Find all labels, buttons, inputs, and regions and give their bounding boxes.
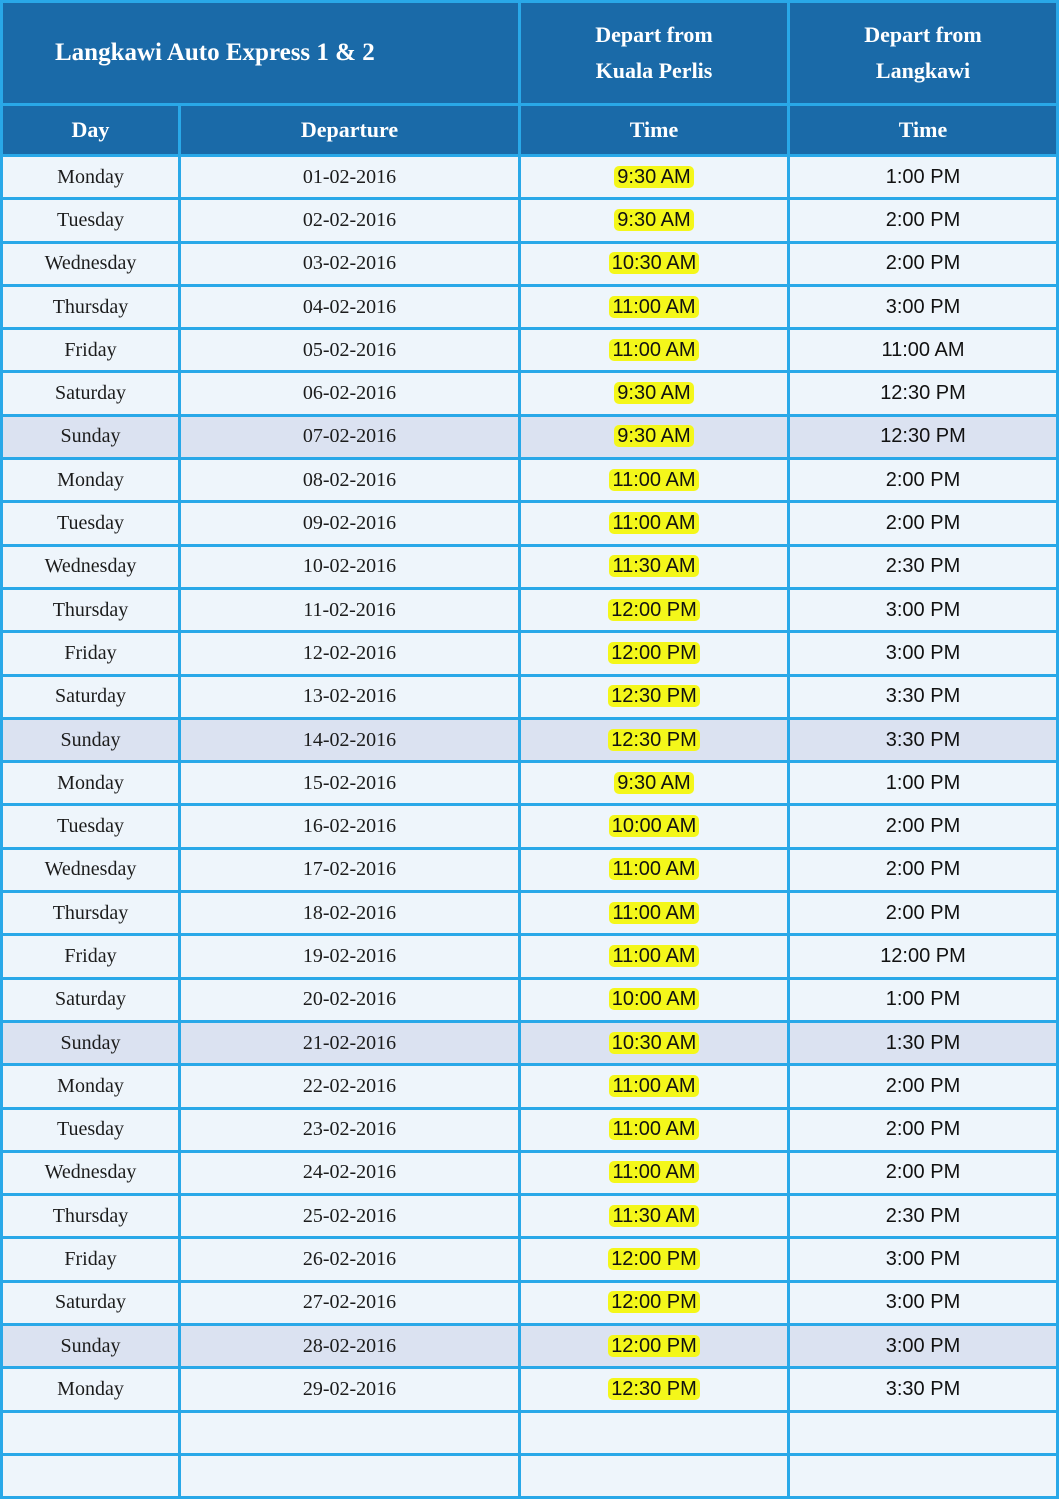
langkawi-time-cell: 1:00 PM [789, 978, 1058, 1021]
highlighted-time: 9:30 AM [614, 772, 693, 794]
kuala-perlis-time-cell [520, 459, 789, 502]
departure-date-cell: 24-02-2016 [180, 1151, 520, 1194]
kuala-perlis-time-cell [520, 199, 789, 242]
departure-date-cell: 28-02-2016 [180, 1325, 520, 1368]
langkawi-time-cell: 11:00 AM [789, 329, 1058, 372]
table-row [2, 1151, 1058, 1194]
empty-cell [180, 1454, 520, 1497]
departure-date-cell: 10-02-2016 [180, 545, 520, 588]
day-cell: Wednesday [2, 545, 180, 588]
langkawi-time-cell: 12:30 PM [789, 415, 1058, 458]
departure-date-cell: 23-02-2016 [180, 1108, 520, 1151]
kuala-perlis-time-cell [520, 1065, 789, 1108]
kuala-perlis-time-cell [520, 545, 789, 588]
kuala-perlis-time-cell [520, 502, 789, 545]
day-cell: Friday [2, 935, 180, 978]
column-header-row [2, 105, 1058, 156]
departure-date-cell: 05-02-2016 [180, 329, 520, 372]
schedule-title: Langkawi Auto Express 1 & 2 [2, 2, 520, 105]
kuala-perlis-time-cell [520, 892, 789, 935]
highlighted-time: 12:30 PM [608, 729, 700, 751]
highlighted-time: 9:30 AM [614, 382, 693, 404]
table-row [2, 935, 1058, 978]
highlighted-time: 11:30 AM [609, 1205, 698, 1227]
day-cell: Sunday [2, 718, 180, 761]
table-row [2, 199, 1058, 242]
table-row [2, 1368, 1058, 1411]
day-cell: Friday [2, 1238, 180, 1281]
table-row [2, 1195, 1058, 1238]
departure-column-header: Departure [180, 105, 520, 156]
departure-date-cell: 01-02-2016 [180, 156, 520, 199]
day-cell: Monday [2, 1065, 180, 1108]
table-row [2, 502, 1058, 545]
table-row [2, 978, 1058, 1021]
depart-lk-line-2: Langkawi [875, 58, 971, 83]
langkawi-time-cell: 3:30 PM [789, 718, 1058, 761]
depart-lk-line-1: Depart from [864, 22, 982, 47]
empty-cell [520, 1411, 789, 1454]
departure-date-cell: 21-02-2016 [180, 1021, 520, 1064]
departure-date-cell: 19-02-2016 [180, 935, 520, 978]
table-row [2, 242, 1058, 285]
kuala-perlis-time-cell [520, 329, 789, 372]
highlighted-time: 10:00 AM [609, 988, 700, 1010]
langkawi-time-cell: 2:00 PM [789, 459, 1058, 502]
kuala-perlis-time-cell [520, 935, 789, 978]
day-cell: Monday [2, 156, 180, 199]
langkawi-time-cell: 3:00 PM [789, 1281, 1058, 1324]
table-row [2, 1325, 1058, 1368]
langkawi-time-cell: 2:00 PM [789, 1151, 1058, 1194]
empty-cell [2, 1454, 180, 1497]
depart-kp-line-2: Kuala Perlis [595, 58, 713, 83]
kuala-perlis-time-cell [520, 675, 789, 718]
day-cell: Thursday [2, 892, 180, 935]
day-cell: Thursday [2, 588, 180, 631]
langkawi-time-cell: 2:00 PM [789, 1065, 1058, 1108]
langkawi-time-cell: 3:00 PM [789, 588, 1058, 631]
kuala-perlis-time-cell [520, 156, 789, 199]
table-row [2, 1281, 1058, 1324]
departure-date-cell: 04-02-2016 [180, 285, 520, 328]
empty-cell [2, 1411, 180, 1454]
highlighted-time: 12:00 PM [608, 599, 700, 621]
highlighted-time: 12:00 PM [608, 1291, 700, 1313]
depart-kuala-perlis-header [520, 2, 789, 105]
day-column-header: Day [2, 105, 180, 156]
departure-date-cell: 07-02-2016 [180, 415, 520, 458]
kuala-perlis-time-cell [520, 1021, 789, 1064]
empty-cell [789, 1411, 1058, 1454]
highlighted-time: 11:00 AM [609, 1075, 698, 1097]
day-cell: Wednesday [2, 1151, 180, 1194]
highlighted-time: 12:30 PM [608, 685, 700, 707]
day-cell: Thursday [2, 285, 180, 328]
title-row [2, 2, 1058, 105]
departure-date-cell: 02-02-2016 [180, 199, 520, 242]
empty-cell [520, 1454, 789, 1497]
langkawi-time-cell: 3:00 PM [789, 285, 1058, 328]
langkawi-time-cell: 3:00 PM [789, 632, 1058, 675]
highlighted-time: 11:00 AM [609, 902, 698, 924]
empty-row [2, 1411, 1058, 1454]
departure-date-cell: 20-02-2016 [180, 978, 520, 1021]
departure-date-cell: 03-02-2016 [180, 242, 520, 285]
langkawi-time-cell: 3:30 PM [789, 675, 1058, 718]
table-row [2, 156, 1058, 199]
highlighted-time: 9:30 AM [614, 425, 693, 447]
day-cell: Wednesday [2, 242, 180, 285]
departure-date-cell: 11-02-2016 [180, 588, 520, 631]
langkawi-time-cell: 2:00 PM [789, 502, 1058, 545]
kuala-perlis-time-cell [520, 1151, 789, 1194]
departure-date-cell: 12-02-2016 [180, 632, 520, 675]
depart-kp-line-1: Depart from [595, 22, 713, 47]
highlighted-time: 10:00 AM [609, 815, 700, 837]
kuala-perlis-time-cell [520, 285, 789, 328]
table-row [2, 415, 1058, 458]
langkawi-time-cell: 1:00 PM [789, 762, 1058, 805]
table-row [2, 1238, 1058, 1281]
kuala-perlis-time-cell [520, 1368, 789, 1411]
table-row [2, 632, 1058, 675]
langkawi-time-cell: 3:00 PM [789, 1238, 1058, 1281]
kuala-perlis-time-cell [520, 1108, 789, 1151]
departure-date-cell: 27-02-2016 [180, 1281, 520, 1324]
highlighted-time: 11:00 AM [609, 858, 698, 880]
table-row [2, 588, 1058, 631]
highlighted-time: 11:00 AM [609, 945, 698, 967]
langkawi-time-cell: 1:00 PM [789, 156, 1058, 199]
highlighted-time: 11:00 AM [609, 469, 698, 491]
time-lk-column-header: Time [789, 105, 1058, 156]
departure-date-cell: 06-02-2016 [180, 372, 520, 415]
langkawi-time-cell: 2:00 PM [789, 805, 1058, 848]
table-row [2, 848, 1058, 891]
time-kp-column-header: Time [520, 105, 789, 156]
table-row [2, 1065, 1058, 1108]
langkawi-time-cell: 3:00 PM [789, 1325, 1058, 1368]
table-row [2, 1108, 1058, 1151]
departure-date-cell: 09-02-2016 [180, 502, 520, 545]
departure-date-cell: 08-02-2016 [180, 459, 520, 502]
day-cell: Friday [2, 329, 180, 372]
table-row [2, 1021, 1058, 1064]
langkawi-time-cell: 2:30 PM [789, 1195, 1058, 1238]
schedule-body [2, 156, 1058, 1498]
kuala-perlis-time-cell [520, 1195, 789, 1238]
table-row [2, 329, 1058, 372]
day-cell: Monday [2, 459, 180, 502]
kuala-perlis-time-cell [520, 848, 789, 891]
departure-date-cell: 29-02-2016 [180, 1368, 520, 1411]
kuala-perlis-time-cell [520, 1281, 789, 1324]
departure-date-cell: 16-02-2016 [180, 805, 520, 848]
highlighted-time: 11:00 AM [609, 339, 698, 361]
departure-date-cell: 15-02-2016 [180, 762, 520, 805]
table-row [2, 718, 1058, 761]
kuala-perlis-time-cell [520, 1238, 789, 1281]
table-row [2, 805, 1058, 848]
table-row [2, 762, 1058, 805]
table-row [2, 372, 1058, 415]
kuala-perlis-time-cell [520, 805, 789, 848]
day-cell: Wednesday [2, 848, 180, 891]
day-cell: Friday [2, 632, 180, 675]
kuala-perlis-time-cell [520, 762, 789, 805]
empty-cell [789, 1454, 1058, 1497]
day-cell: Tuesday [2, 502, 180, 545]
table-row [2, 545, 1058, 588]
depart-langkawi-header [789, 2, 1058, 105]
departure-date-cell: 13-02-2016 [180, 675, 520, 718]
departure-date-cell: 26-02-2016 [180, 1238, 520, 1281]
day-cell: Saturday [2, 675, 180, 718]
highlighted-time: 12:00 PM [608, 642, 700, 664]
departure-date-cell: 18-02-2016 [180, 892, 520, 935]
day-cell: Tuesday [2, 1108, 180, 1151]
highlighted-time: 12:00 PM [608, 1335, 700, 1357]
table-row [2, 285, 1058, 328]
table-row [2, 459, 1058, 502]
empty-cell [180, 1411, 520, 1454]
kuala-perlis-time-cell [520, 415, 789, 458]
kuala-perlis-time-cell [520, 588, 789, 631]
departure-date-cell: 22-02-2016 [180, 1065, 520, 1108]
kuala-perlis-time-cell [520, 718, 789, 761]
day-cell: Sunday [2, 1021, 180, 1064]
kuala-perlis-time-cell [520, 372, 789, 415]
day-cell: Monday [2, 762, 180, 805]
day-cell: Sunday [2, 415, 180, 458]
highlighted-time: 9:30 AM [614, 166, 693, 188]
highlighted-time: 12:30 PM [608, 1378, 700, 1400]
langkawi-time-cell: 2:00 PM [789, 242, 1058, 285]
day-cell: Tuesday [2, 199, 180, 242]
departure-date-cell: 17-02-2016 [180, 848, 520, 891]
highlighted-time: 10:30 AM [609, 252, 700, 274]
langkawi-time-cell: 2:00 PM [789, 199, 1058, 242]
empty-row [2, 1454, 1058, 1497]
highlighted-time: 11:00 AM [609, 1161, 698, 1183]
kuala-perlis-time-cell [520, 978, 789, 1021]
langkawi-time-cell: 3:30 PM [789, 1368, 1058, 1411]
highlighted-time: 12:00 PM [608, 1248, 700, 1270]
langkawi-time-cell: 12:00 PM [789, 935, 1058, 978]
highlighted-time: 9:30 AM [614, 209, 693, 231]
langkawi-time-cell: 2:00 PM [789, 1108, 1058, 1151]
highlighted-time: 10:30 AM [609, 1032, 700, 1054]
kuala-perlis-time-cell [520, 632, 789, 675]
departure-date-cell: 25-02-2016 [180, 1195, 520, 1238]
day-cell: Saturday [2, 978, 180, 1021]
departure-date-cell: 14-02-2016 [180, 718, 520, 761]
day-cell: Sunday [2, 1325, 180, 1368]
day-cell: Saturday [2, 372, 180, 415]
kuala-perlis-time-cell [520, 1325, 789, 1368]
kuala-perlis-time-cell [520, 242, 789, 285]
highlighted-time: 11:00 AM [609, 1118, 698, 1140]
day-cell: Monday [2, 1368, 180, 1411]
langkawi-time-cell: 2:00 PM [789, 848, 1058, 891]
highlighted-time: 11:30 AM [609, 555, 698, 577]
highlighted-time: 11:00 AM [609, 296, 698, 318]
langkawi-time-cell: 1:30 PM [789, 1021, 1058, 1064]
langkawi-time-cell: 2:00 PM [789, 892, 1058, 935]
day-cell: Saturday [2, 1281, 180, 1324]
table-row [2, 892, 1058, 935]
table-row [2, 675, 1058, 718]
day-cell: Thursday [2, 1195, 180, 1238]
day-cell: Tuesday [2, 805, 180, 848]
langkawi-time-cell: 2:30 PM [789, 545, 1058, 588]
highlighted-time: 11:00 AM [609, 512, 698, 534]
langkawi-time-cell: 12:30 PM [789, 372, 1058, 415]
